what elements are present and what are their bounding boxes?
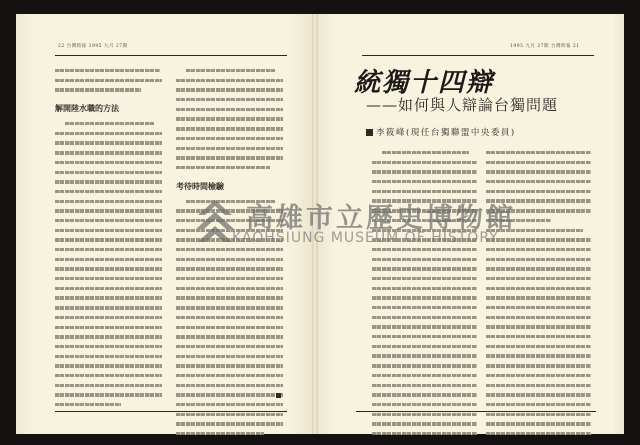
text-line	[372, 245, 480, 255]
right-column-1	[372, 148, 480, 439]
watermark-english: KAOHSIUNG MUSEUM OF HISTORY	[232, 230, 499, 246]
text-line	[176, 371, 286, 381]
text-line	[55, 255, 165, 265]
text-line	[176, 400, 286, 410]
text-line	[55, 66, 165, 76]
text-line	[372, 351, 480, 361]
text-line	[486, 390, 594, 400]
text-line	[176, 66, 286, 76]
text-line	[176, 124, 286, 134]
text-line	[176, 293, 286, 303]
text-line	[372, 177, 480, 187]
section-heading-2: 考待時間檢驗	[176, 180, 224, 191]
text-line	[486, 196, 594, 206]
text-line	[486, 206, 594, 216]
text-line	[372, 158, 480, 168]
text-line	[176, 352, 286, 362]
text-line	[372, 196, 480, 206]
text-line	[176, 419, 286, 429]
text-line	[176, 105, 286, 115]
text-line	[55, 187, 165, 197]
text-line	[55, 206, 165, 216]
text-line	[176, 134, 286, 144]
text-line	[486, 158, 594, 168]
text-line	[486, 322, 594, 332]
text-line	[372, 206, 480, 216]
text-line	[486, 342, 594, 352]
text-line	[372, 400, 480, 410]
text-line	[176, 342, 286, 352]
text-line	[176, 361, 286, 371]
author-name: 李筱峰(現任台獨聯盟中央委員)	[376, 128, 516, 138]
text-line	[176, 264, 286, 274]
article-subtitle: ——如何與人辯論台獨問題	[366, 96, 559, 114]
text-line	[372, 390, 480, 400]
text-line	[486, 255, 594, 265]
text-line	[55, 138, 165, 148]
text-line	[372, 361, 480, 371]
text-line	[372, 293, 480, 303]
text-line	[55, 177, 165, 187]
right-header-rule	[362, 55, 594, 56]
text-line	[176, 323, 286, 333]
text-line	[176, 245, 286, 255]
text-line	[372, 264, 480, 274]
text-line	[486, 216, 594, 226]
article-title: 統獨十四辯	[354, 68, 495, 98]
text-line	[176, 313, 286, 323]
left-running-head: 22 台灣時報 1995 九月 27期	[58, 44, 128, 49]
text-line	[176, 76, 286, 86]
text-line	[486, 400, 594, 410]
text-line	[55, 293, 165, 303]
text-line	[372, 322, 480, 332]
text-line	[55, 390, 165, 400]
text-line	[55, 361, 165, 371]
text-line	[176, 226, 286, 236]
author-byline	[366, 126, 516, 138]
left-column-2	[176, 66, 286, 439]
text-line	[55, 158, 165, 168]
left-header-rule	[55, 55, 287, 56]
text-line	[55, 381, 165, 391]
text-line	[55, 245, 165, 255]
text-line	[55, 332, 165, 342]
text-line	[372, 303, 480, 313]
text-line	[486, 177, 594, 187]
text-line	[486, 226, 594, 236]
text-line	[486, 361, 594, 371]
text-line	[176, 274, 286, 284]
text-line	[486, 332, 594, 342]
left-col2-intro-text	[176, 66, 286, 173]
text-line	[372, 284, 480, 294]
text-line	[176, 114, 286, 124]
text-line	[372, 216, 480, 226]
text-line	[176, 332, 286, 342]
text-line	[176, 197, 286, 207]
article-end-mark	[276, 393, 281, 398]
text-line	[55, 85, 165, 95]
text-line	[176, 255, 286, 265]
left-col2-body-text	[176, 197, 286, 439]
text-line	[486, 381, 594, 391]
text-line	[486, 419, 594, 429]
text-line	[176, 206, 286, 216]
section-heading-1: 解開陸水職的方法	[55, 103, 119, 114]
text-line	[55, 226, 165, 236]
text-line	[372, 381, 480, 391]
text-line	[486, 187, 594, 197]
text-line	[372, 419, 480, 429]
text-line	[486, 371, 594, 381]
text-line	[486, 264, 594, 274]
text-line	[176, 163, 286, 173]
text-line	[486, 245, 594, 255]
text-line	[372, 187, 480, 197]
text-line	[372, 148, 480, 158]
text-line	[55, 284, 165, 294]
text-line	[176, 303, 286, 313]
text-line	[176, 144, 286, 154]
text-line	[55, 216, 165, 226]
text-line	[55, 76, 165, 86]
text-line	[372, 332, 480, 342]
text-line	[55, 352, 165, 362]
text-line	[486, 303, 594, 313]
left-column-1	[55, 66, 165, 410]
text-line	[176, 153, 286, 163]
text-line	[372, 313, 480, 323]
text-line	[55, 168, 165, 178]
byline-square-icon	[366, 129, 373, 136]
text-line	[486, 235, 594, 245]
right-footer-rule	[356, 411, 596, 412]
text-line	[176, 390, 286, 400]
right-running-head: 1995 九月 27期 台灣時報 21	[510, 44, 580, 49]
text-line	[55, 264, 165, 274]
text-line	[55, 323, 165, 333]
text-line	[55, 274, 165, 284]
text-line	[55, 197, 165, 207]
text-line	[55, 342, 165, 352]
watermark-chinese: 高雄市立歷史博物館	[246, 203, 516, 234]
text-line	[55, 400, 165, 410]
text-line	[55, 303, 165, 313]
text-line	[176, 95, 286, 105]
text-line	[372, 255, 480, 265]
text-line	[372, 167, 480, 177]
text-line	[486, 284, 594, 294]
text-line	[486, 293, 594, 303]
text-line	[372, 429, 480, 439]
left-col1-body-text	[55, 119, 165, 410]
text-line	[176, 85, 286, 95]
left-col1-intro-text	[55, 66, 165, 95]
text-line	[486, 167, 594, 177]
right-column-2	[486, 148, 594, 439]
text-line	[372, 274, 480, 284]
text-line	[55, 313, 165, 323]
text-line	[486, 274, 594, 284]
text-line	[486, 351, 594, 361]
text-line	[55, 129, 165, 139]
text-line	[176, 429, 286, 439]
text-line	[176, 284, 286, 294]
text-line	[372, 371, 480, 381]
text-line	[372, 235, 480, 245]
text-line	[486, 148, 594, 158]
text-line	[372, 226, 480, 236]
text-line	[176, 235, 286, 245]
text-line	[372, 342, 480, 352]
text-line	[55, 119, 165, 129]
text-line	[176, 216, 286, 226]
text-line	[55, 371, 165, 381]
text-line	[55, 235, 165, 245]
text-line	[176, 381, 286, 391]
text-line	[55, 148, 165, 158]
text-line	[486, 429, 594, 439]
text-line	[486, 313, 594, 323]
left-footer-rule	[55, 411, 287, 412]
